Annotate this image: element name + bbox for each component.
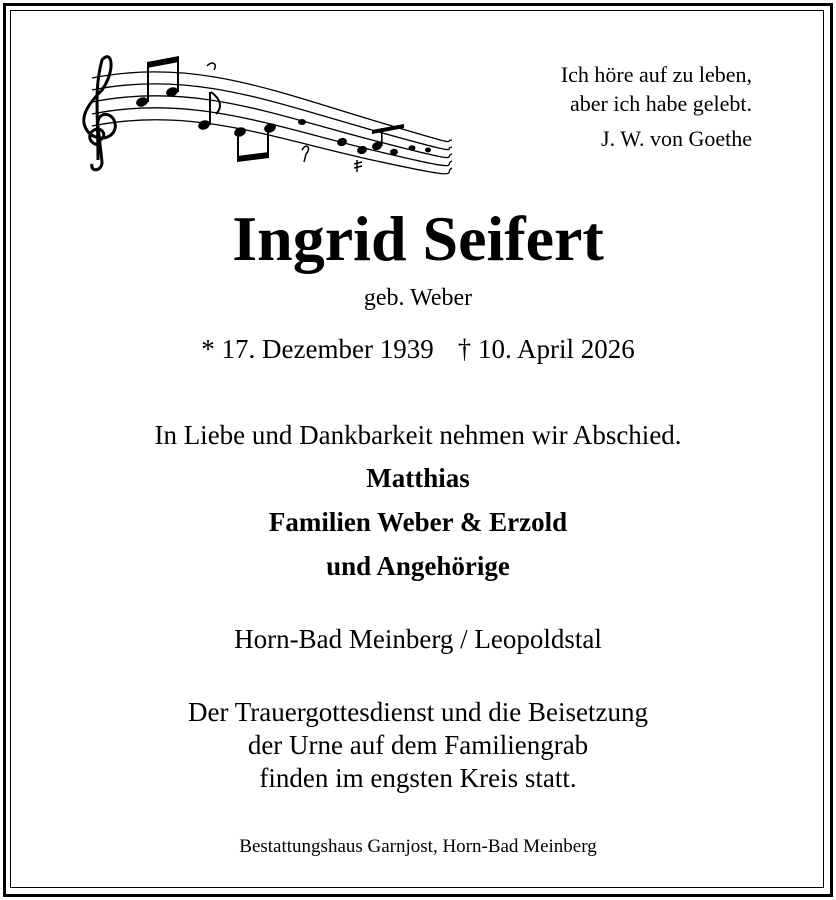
mourners-list [0,456,836,588]
deceased-name: Ingrid Seifert [232,203,604,274]
service-line: finden im engsten Kreis statt. [259,763,577,793]
service-note [0,696,836,795]
birth-date: * 17. Dezember 1939 [201,334,434,364]
music-notes-icon [72,50,457,180]
death-date: † 10. April 2026 [457,334,635,364]
funeral-home: Bestattungshaus Garnjost, Horn-Bad Meinberg [239,836,597,857]
quote-line-2: aber ich habe gelebt. [569,91,752,116]
farewell-text: In Liebe und Dankbarkeit nehmen wir Abschied. [154,420,682,450]
quote-author: J. W. von Goethe [601,126,752,151]
quote [561,60,752,153]
place: Horn-Bad Meinberg / Leopoldstal [234,624,602,654]
service-line: Der Trauergottesdienst und die Beisetzung [188,697,648,727]
quote-line-1: Ich höre auf zu leben, [560,62,752,87]
birth-name: geb. Weber [363,285,473,311]
life-dates [0,332,836,366]
mourner-line: und Angehörige [326,551,510,581]
mourner-line: Matthias [366,463,470,493]
service-line: der Urne auf dem Familiengrab [247,730,589,760]
mourner-line: Familien Weber & Erzold [268,507,568,537]
